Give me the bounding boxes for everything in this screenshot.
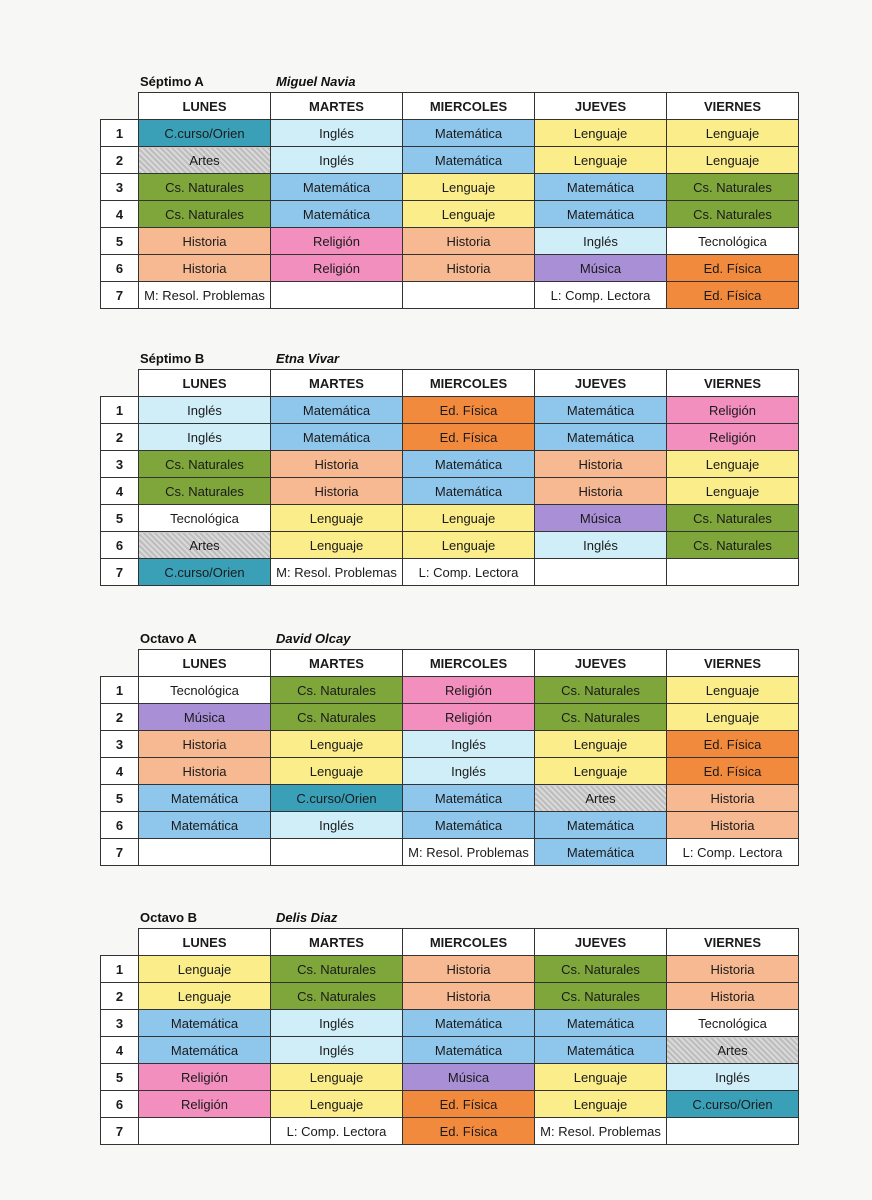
course-name: Séptimo A [140,74,204,89]
period-number: 3 [101,174,139,201]
day-header: MARTES [271,370,403,397]
subject-cell: Música [403,1064,535,1091]
day-header: JUEVES [535,650,667,677]
subject-cell: Cs. Naturales [271,704,403,731]
subject-cell: Matemática [271,397,403,424]
day-header-row [101,650,799,677]
period-row [101,478,799,505]
day-header: MIERCOLES [403,370,535,397]
period-row [101,424,799,451]
period-number: 3 [101,451,139,478]
subject-cell: Lenguaje [403,505,535,532]
subject-cell: Ed. Física [667,255,799,282]
period-row [101,983,799,1010]
subject-cell: Historia [667,956,799,983]
period-row [101,1064,799,1091]
subject-cell: Matemática [535,201,667,228]
subject-cell: Matemática [403,812,535,839]
subject-cell [139,1118,271,1145]
subject-cell: Cs. Naturales [535,677,667,704]
period-number: 4 [101,201,139,228]
subject-cell: Tecnológica [667,228,799,255]
teacher-name: Miguel Navia [276,74,356,89]
day-header: MARTES [271,650,403,677]
subject-cell: Ed. Física [667,731,799,758]
subject-cell: Historia [139,731,271,758]
subject-cell [271,839,403,866]
day-header-row [101,93,799,120]
subject-cell: Matemática [403,1037,535,1064]
subject-cell [271,282,403,309]
period-number: 7 [101,839,139,866]
period-number: 4 [101,758,139,785]
schedule-header [100,351,798,369]
subject-cell [535,559,667,586]
subject-cell: Cs. Naturales [535,956,667,983]
subject-cell [667,1118,799,1145]
day-header: MIERCOLES [403,929,535,956]
period-number: 1 [101,956,139,983]
period-number: 1 [101,120,139,147]
subject-cell: Inglés [139,397,271,424]
period-row [101,1010,799,1037]
subject-cell: Religión [139,1064,271,1091]
subject-cell: Religión [139,1091,271,1118]
period-row [101,785,799,812]
subject-cell: Música [535,255,667,282]
subject-cell: Ed. Física [667,758,799,785]
subject-cell: Historia [535,451,667,478]
period-row [101,559,799,586]
subject-cell: L: Comp. Lectora [667,839,799,866]
day-header: JUEVES [535,929,667,956]
subject-cell: Lenguaje [667,704,799,731]
day-header: JUEVES [535,93,667,120]
period-row [101,812,799,839]
subject-cell: Música [535,505,667,532]
subject-cell: Cs. Naturales [667,532,799,559]
period-row [101,1037,799,1064]
subject-cell: Inglés [271,812,403,839]
subject-cell: Historia [271,451,403,478]
subject-cell: C.curso/Orien [139,120,271,147]
subject-cell: Matemática [535,1010,667,1037]
schedule-table [100,649,799,866]
subject-cell: Matemática [271,174,403,201]
subject-cell: Lenguaje [667,478,799,505]
period-row [101,677,799,704]
subject-cell: Matemática [403,147,535,174]
period-row [101,839,799,866]
subject-cell: Tecnológica [667,1010,799,1037]
subject-cell: Historia [403,983,535,1010]
subject-cell: Ed. Física [403,1118,535,1145]
period-row [101,731,799,758]
subject-cell: Inglés [535,228,667,255]
day-header: LUNES [139,93,271,120]
period-number: 3 [101,731,139,758]
subject-cell: Lenguaje [271,731,403,758]
subject-cell: Matemática [403,1010,535,1037]
subject-cell: M: Resol. Problemas [139,282,271,309]
subject-cell: Historia [667,812,799,839]
day-header-row [101,370,799,397]
subject-cell: Música [139,704,271,731]
schedule-header [100,631,798,649]
period-number: 4 [101,1037,139,1064]
subject-cell: Matemática [535,397,667,424]
period-number: 7 [101,282,139,309]
period-row [101,228,799,255]
subject-cell: C.curso/Orien [139,559,271,586]
subject-cell: Matemática [535,424,667,451]
subject-cell: Inglés [535,532,667,559]
subject-cell: Historia [667,983,799,1010]
period-row [101,704,799,731]
subject-cell: Inglés [271,120,403,147]
subject-cell: Lenguaje [535,1091,667,1118]
subject-cell: Matemática [403,785,535,812]
subject-cell: Ed. Física [403,397,535,424]
schedule-table [100,369,799,586]
subject-cell: Cs. Naturales [535,983,667,1010]
period-row [101,397,799,424]
period-number: 6 [101,255,139,282]
subject-cell: L: Comp. Lectora [535,282,667,309]
period-row [101,282,799,309]
subject-cell: Ed. Física [667,282,799,309]
subject-cell: C.curso/Orien [271,785,403,812]
subject-cell: Lenguaje [403,201,535,228]
subject-cell: Lenguaje [139,983,271,1010]
subject-cell: Inglés [403,758,535,785]
subject-cell: Matemática [535,839,667,866]
period-number: 2 [101,424,139,451]
period-number: 1 [101,397,139,424]
teacher-name: David Olcay [276,631,351,646]
subject-cell: M: Resol. Problemas [271,559,403,586]
day-header: VIERNES [667,650,799,677]
subject-cell: Cs. Naturales [139,478,271,505]
schedule-block [100,910,798,1145]
corner-cell [101,929,139,956]
subject-cell: Inglés [667,1064,799,1091]
day-header: VIERNES [667,93,799,120]
period-row [101,532,799,559]
subject-cell: Lenguaje [403,174,535,201]
period-row [101,758,799,785]
subject-cell: Cs. Naturales [271,983,403,1010]
corner-cell [101,370,139,397]
subject-cell: L: Comp. Lectora [403,559,535,586]
subject-cell: Lenguaje [535,731,667,758]
course-name: Séptimo B [140,351,205,366]
period-number: 3 [101,1010,139,1037]
subject-cell: Historia [667,785,799,812]
subject-cell: Historia [139,758,271,785]
course-name: Octavo B [140,910,198,925]
subject-cell: Lenguaje [271,532,403,559]
subject-cell: Artes [139,532,271,559]
subject-cell: Inglés [271,1037,403,1064]
period-row [101,451,799,478]
period-row [101,201,799,228]
period-number: 2 [101,704,139,731]
period-number: 7 [101,559,139,586]
subject-cell: Lenguaje [535,120,667,147]
subject-cell: Matemática [535,174,667,201]
day-header: VIERNES [667,370,799,397]
subject-cell: Cs. Naturales [271,677,403,704]
corner-cell [101,93,139,120]
subject-cell: Matemática [403,451,535,478]
subject-cell: Matemática [139,812,271,839]
period-number: 1 [101,677,139,704]
subject-cell: Lenguaje [403,532,535,559]
course-name: Octavo A [140,631,197,646]
subject-cell: Artes [667,1037,799,1064]
schedule-table [100,928,799,1145]
period-row [101,120,799,147]
subject-cell: Lenguaje [667,147,799,174]
subject-cell: Religión [271,228,403,255]
period-number: 7 [101,1118,139,1145]
subject-cell: Inglés [271,147,403,174]
day-header: LUNES [139,929,271,956]
subject-cell: Historia [403,255,535,282]
subject-cell: Religión [271,255,403,282]
period-number: 5 [101,1064,139,1091]
subject-cell: L: Comp. Lectora [271,1118,403,1145]
period-number: 5 [101,228,139,255]
subject-cell: Inglés [271,1010,403,1037]
subject-cell: Lenguaje [271,1091,403,1118]
subject-cell: Matemática [535,1037,667,1064]
schedule-header [100,910,798,928]
schedule-block [100,351,798,586]
day-header: MARTES [271,929,403,956]
period-number: 4 [101,478,139,505]
schedule-block [100,74,798,309]
subject-cell: Matemática [403,478,535,505]
schedule-block [100,631,798,866]
day-header: MIERCOLES [403,650,535,677]
subject-cell: Cs. Naturales [535,704,667,731]
subject-cell: Tecnológica [139,505,271,532]
day-header: MIERCOLES [403,93,535,120]
subject-cell: Historia [403,956,535,983]
day-header: VIERNES [667,929,799,956]
subject-cell: Lenguaje [271,758,403,785]
teacher-name: Delis Diaz [276,910,338,925]
period-row [101,1118,799,1145]
subject-cell: Tecnológica [139,677,271,704]
subject-cell: Lenguaje [139,956,271,983]
subject-cell: Ed. Física [403,424,535,451]
day-header-row [101,929,799,956]
subject-cell: Lenguaje [271,1064,403,1091]
subject-cell: Artes [139,147,271,174]
schedule-table [100,92,799,309]
subject-cell: Lenguaje [535,1064,667,1091]
subject-cell: Cs. Naturales [139,174,271,201]
corner-cell [101,650,139,677]
subject-cell: Matemática [271,424,403,451]
subject-cell: Inglés [139,424,271,451]
schedule-header [100,74,798,92]
day-header: JUEVES [535,370,667,397]
subject-cell: Cs. Naturales [667,201,799,228]
subject-cell: Lenguaje [667,120,799,147]
subject-cell [403,282,535,309]
subject-cell: Cs. Naturales [667,174,799,201]
subject-cell: Lenguaje [667,451,799,478]
subject-cell: Matemática [139,1037,271,1064]
period-row [101,505,799,532]
subject-cell: Cs. Naturales [271,956,403,983]
subject-cell: Matemática [271,201,403,228]
subject-cell: Matemática [139,1010,271,1037]
period-row [101,147,799,174]
subject-cell: Cs. Naturales [139,451,271,478]
period-number: 6 [101,1091,139,1118]
period-number: 2 [101,983,139,1010]
subject-cell: C.curso/Orien [667,1091,799,1118]
subject-cell: Matemática [403,120,535,147]
subject-cell: Religión [403,677,535,704]
period-row [101,174,799,201]
subject-cell: M: Resol. Problemas [535,1118,667,1145]
subject-cell: Lenguaje [271,505,403,532]
subject-cell: Historia [271,478,403,505]
day-header: MARTES [271,93,403,120]
subject-cell: Religión [667,424,799,451]
subject-cell: Cs. Naturales [139,201,271,228]
day-header: LUNES [139,370,271,397]
subject-cell: Historia [535,478,667,505]
subject-cell: M: Resol. Problemas [403,839,535,866]
period-row [101,1091,799,1118]
subject-cell: Religión [403,704,535,731]
subject-cell [139,839,271,866]
period-number: 6 [101,812,139,839]
subject-cell: Lenguaje [535,758,667,785]
subject-cell: Lenguaje [535,147,667,174]
period-number: 5 [101,785,139,812]
teacher-name: Etna Vivar [276,351,340,366]
subject-cell: Historia [139,255,271,282]
subject-cell: Inglés [403,731,535,758]
period-number: 2 [101,147,139,174]
subject-cell: Historia [139,228,271,255]
subject-cell: Matemática [535,812,667,839]
period-row [101,956,799,983]
subject-cell: Lenguaje [667,677,799,704]
subject-cell: Matemática [139,785,271,812]
period-number: 6 [101,532,139,559]
subject-cell [667,559,799,586]
subject-cell: Artes [535,785,667,812]
period-row [101,255,799,282]
day-header: LUNES [139,650,271,677]
subject-cell: Ed. Física [403,1091,535,1118]
subject-cell: Cs. Naturales [667,505,799,532]
subject-cell: Religión [667,397,799,424]
period-number: 5 [101,505,139,532]
subject-cell: Historia [403,228,535,255]
